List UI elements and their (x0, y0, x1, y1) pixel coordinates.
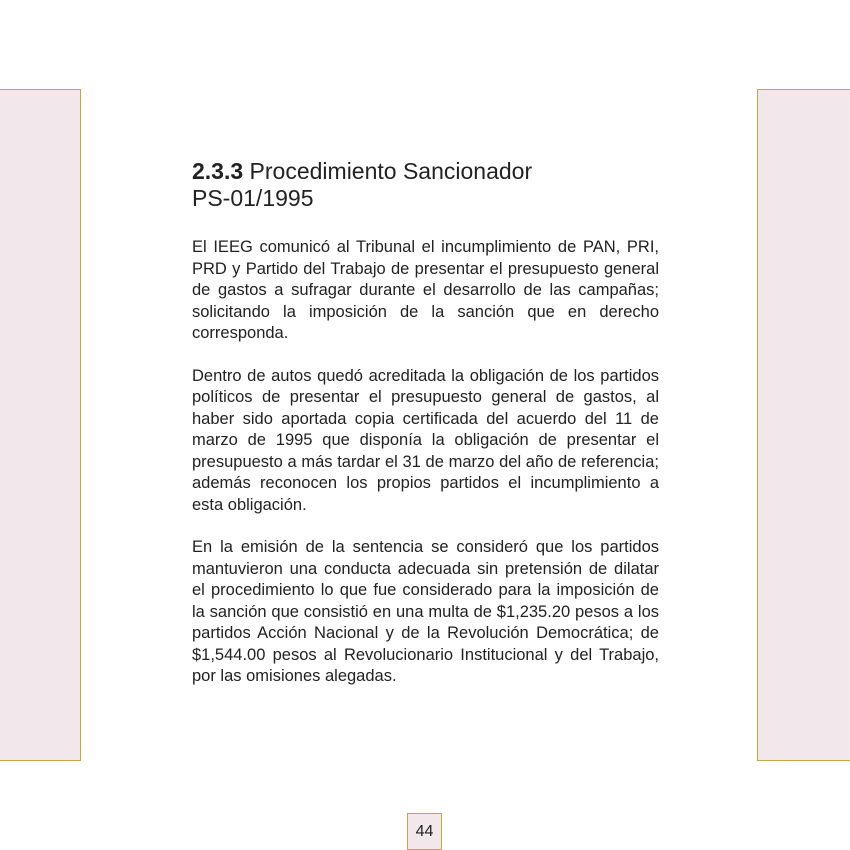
paragraph-3: En la emisión de la sentencia se consideró que los partidos mantuvieron una conducta adecuada sin pretensión de dilatar el procedimiento lo que fue considerado para la imposición de la sanción que consistió en una multa de $1,235.20 pesos a los partidos Acción Nacional y de la Revolución Democrática; de $1,544.00 pesos al Revolucionario Institucional y del Trabajo, por las omisiones alegadas. (192, 538, 659, 685)
page-number: 44 (407, 813, 442, 850)
section-title-line2: PS-01/1995 (192, 185, 314, 211)
page-content (192, 158, 659, 709)
section-heading (192, 158, 659, 212)
left-decorative-panel (0, 89, 81, 761)
section-title-line1: Procedimiento Sancionador (249, 158, 533, 184)
right-decorative-panel (757, 89, 850, 761)
paragraph-2: Dentro de autos quedó acreditada la obligación de los partidos políticos de presentar el presupuesto general de gastos, al haber sido aportada copia certificada del acuerdo del 11 de marzo de 1995 que disponía la obligación de presentar el presupuesto a más tardar el 31 de marzo del año de referencia; además reconocen los propios partidos el incumplimiento a esta obligación. (192, 366, 659, 514)
body-text (192, 237, 659, 688)
paragraph-1: El IEEG comunicó al Tribunal el incumplimiento de PAN, PRI, PRD y Partido del Trabajo de presentar el presupuesto general de gastos a sufragar durante el desarrollo de las campañas; solicitando la imposición de la sanción que en derecho corresponda. (192, 238, 659, 342)
section-number: 2.3.3 (192, 158, 244, 184)
